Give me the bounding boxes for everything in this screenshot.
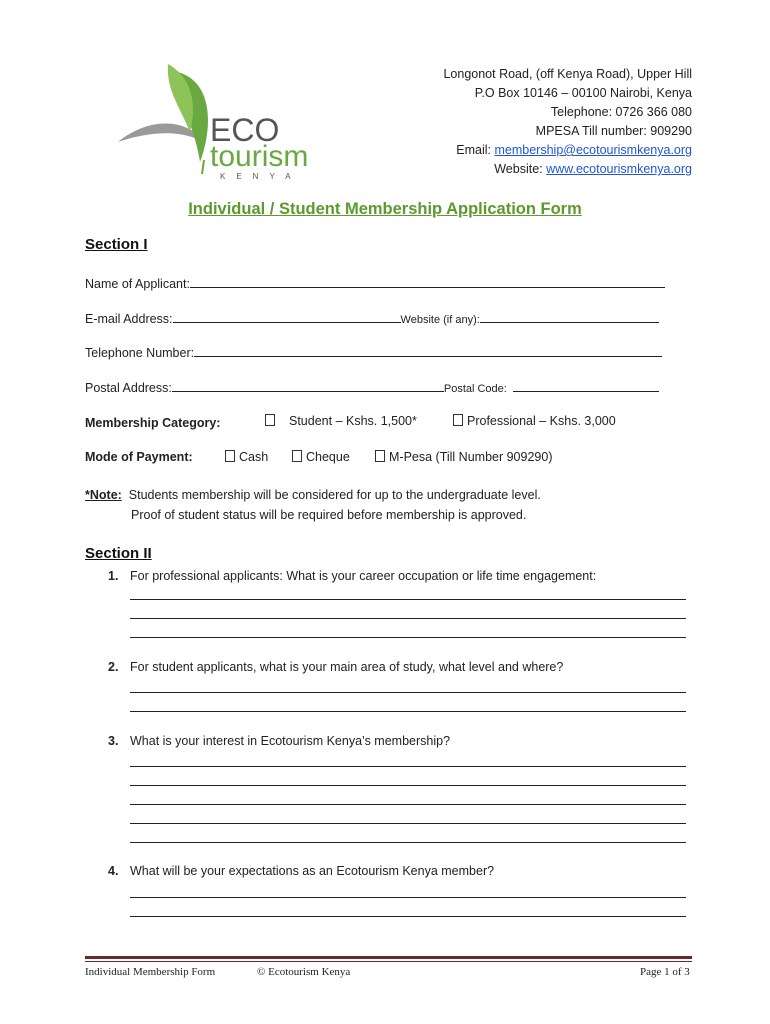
answer-4-line-2[interactable]	[130, 916, 686, 917]
website-line	[443, 160, 692, 179]
name-row	[85, 274, 665, 291]
postal-address-field[interactable]	[172, 378, 444, 392]
email-label: Email:	[456, 143, 495, 157]
contact-info	[443, 65, 692, 179]
email-line	[443, 141, 692, 160]
telephone-field[interactable]	[194, 343, 662, 357]
logo-eco-text: ECO	[210, 112, 280, 148]
payment-cash-label: Cash	[239, 450, 269, 464]
payment-cheque-label: Cheque	[306, 450, 350, 464]
question-2-text: For student applicants, what is your main area of study, what level and where?	[130, 660, 564, 674]
question-1-number: 1.	[108, 569, 119, 583]
website-field[interactable]	[480, 309, 659, 323]
mode-of-payment-label: Mode of Payment:	[85, 450, 193, 464]
question-3-number: 3.	[108, 734, 119, 748]
category-student-label: Student – Kshs. 1,500*	[289, 414, 417, 428]
cash-checkbox[interactable]	[225, 450, 235, 462]
payment-cheque-option[interactable]	[292, 450, 350, 464]
telephone-line: Telephone: 0726 366 080	[550, 105, 692, 119]
payment-cash-option[interactable]	[225, 450, 268, 464]
section-1-heading: Section I	[85, 236, 148, 253]
address-line: Longonot Road, (off Kenya Road), Upper Hill	[443, 67, 692, 81]
footer-form-name: Individual Membership Form	[85, 966, 216, 978]
email-row	[85, 309, 659, 326]
professional-checkbox[interactable]	[453, 414, 463, 426]
answer-3-line-4[interactable]	[130, 823, 686, 824]
postal-address-label: Postal Address:	[85, 381, 172, 395]
payment-mpesa-option[interactable]	[375, 450, 552, 464]
form-title: Individual / Student Membership Application Form	[188, 200, 582, 218]
question-4-number: 4.	[108, 864, 119, 878]
category-professional-label: Professional – Kshs. 3,000	[467, 414, 616, 428]
website-label: Website:	[494, 162, 547, 176]
po-box-line: P.O Box 10146 – 00100 Nairobi, Kenya	[474, 86, 692, 100]
note-text-2: Proof of student status will be required before membership is approved.	[131, 508, 527, 522]
postal-row	[85, 378, 659, 395]
answer-2-line-1[interactable]	[130, 692, 686, 693]
cheque-checkbox[interactable]	[292, 450, 302, 462]
logo-tourism-text: tourism	[210, 140, 309, 173]
footer-rule-thin	[85, 961, 692, 962]
answer-3-line-3[interactable]	[130, 804, 686, 805]
question-4-text: What will be your expectations as an Ecotourism Kenya member?	[130, 864, 495, 878]
category-professional-option[interactable]	[453, 414, 616, 428]
question-1-text: For professional applicants: What is your career occupation or life time engagement:	[130, 569, 597, 583]
telephone-row	[85, 343, 662, 360]
logo-kenya-text: KENYA	[220, 172, 302, 181]
email-field[interactable]	[173, 309, 401, 323]
question-3-text: What is your interest in Ecotourism Kenya’s membership?	[130, 734, 451, 748]
note-line-1	[85, 488, 541, 502]
answer-1-line-1[interactable]	[130, 599, 686, 600]
note-label: *Note:	[85, 488, 122, 502]
question-2-number: 2.	[108, 660, 119, 674]
answer-1-line-3[interactable]	[130, 637, 686, 638]
mpesa-checkbox[interactable]	[375, 450, 385, 462]
website-if-any-label: Website (if any):	[400, 314, 480, 326]
answer-2-line-2[interactable]	[130, 711, 686, 712]
answer-3-line-2[interactable]	[130, 785, 686, 786]
note-text-1: Students membership will be considered for up to the undergraduate level.	[128, 488, 541, 502]
postal-code-field[interactable]	[513, 378, 659, 392]
email-address-label: E-mail Address:	[85, 312, 173, 326]
postal-code-label: Postal Code:	[443, 383, 507, 395]
section-2-heading: Section II	[85, 545, 152, 562]
email-link[interactable]: membership@ecotourismkenya.org	[494, 143, 692, 157]
answer-4-line-1[interactable]	[130, 897, 686, 898]
ecotourism-kenya-logo	[118, 62, 328, 184]
website-link[interactable]: www.ecotourismkenya.org	[546, 162, 692, 176]
payment-mpesa-label: M-Pesa (Till Number 909290)	[389, 450, 553, 464]
telephone-label: Telephone Number:	[85, 346, 195, 360]
answer-1-line-2[interactable]	[130, 618, 686, 619]
answer-3-line-5[interactable]	[130, 842, 686, 843]
footer-copyright: © Ecotourism Kenya	[257, 966, 351, 978]
mpesa-line: MPESA Till number: 909290	[535, 124, 692, 138]
footer-rule-thick	[85, 956, 692, 959]
membership-category-label: Membership Category:	[85, 416, 221, 430]
answer-3-line-1[interactable]	[130, 766, 686, 767]
category-student-option[interactable]	[265, 414, 417, 428]
name-label: Name of Applicant:	[85, 277, 190, 291]
footer-page-number: Page 1 of 3	[640, 966, 690, 978]
student-checkbox[interactable]	[265, 414, 275, 426]
name-field[interactable]	[190, 274, 665, 288]
